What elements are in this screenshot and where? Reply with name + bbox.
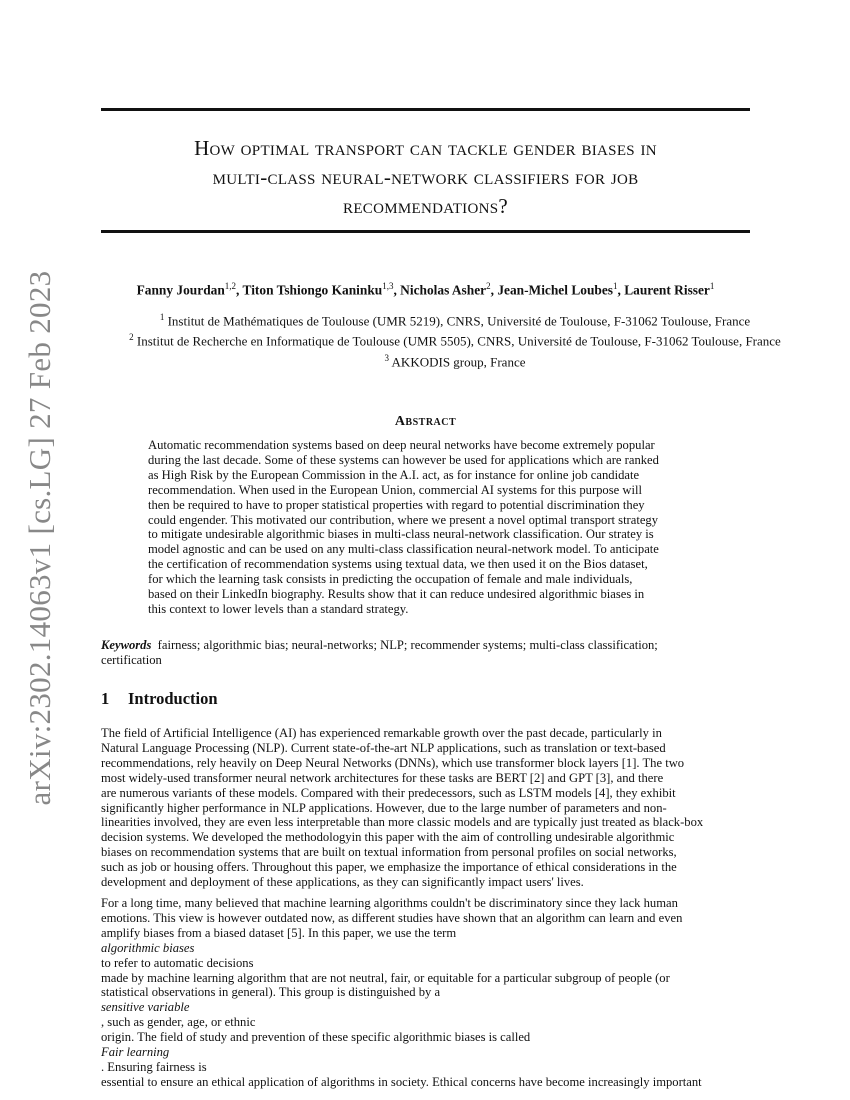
paragraph-line: such as job or housing offers. Throughout this paper, we emphasize the importance of ethical considerations in the bbox=[101, 860, 677, 875]
paragraph-line bbox=[101, 926, 750, 971]
title-line: recommendations? bbox=[343, 194, 508, 218]
paragraph-line: are numerous variants of these models. Compared with their predecessors, such as LSTM models [4], they exhibit bbox=[101, 785, 676, 800]
abstract-line: to mitigate undesirable algorithmic biases in multi-class neural-network classification. Our stratey is bbox=[148, 527, 654, 542]
paragraph-line: decision systems. We developed the methodologyin this paper with the aim of controlling undesirable algorithmic bbox=[101, 830, 675, 845]
affiliation-text: AKKODIS group, France bbox=[391, 353, 526, 369]
paragraph-line: made by machine learning algorithm that are not neutral, fair, or equitable for a particular subgroup of people (or bbox=[101, 970, 670, 985]
abstract-line: could engender. This motivated our contribution, where we present a novel optimal transport strategy bbox=[148, 512, 659, 527]
author-name: Jean-Michel Loubes bbox=[497, 282, 613, 298]
author-affil-mark: 1 bbox=[709, 281, 715, 291]
section-title: Introduction bbox=[128, 689, 218, 708]
section-heading bbox=[101, 689, 218, 709]
paragraph-line: emotions. This view is however outdated now, as different studies have shown that an algorithm can learn and even bbox=[101, 910, 683, 925]
author-name: Nicholas Asher bbox=[400, 282, 487, 298]
text-run: statistical observations in general). This group is distinguished by a bbox=[101, 985, 441, 1000]
title-top-rule bbox=[101, 108, 750, 111]
abstract-line: this context to lower levels than a standard strategy. bbox=[148, 601, 409, 616]
abstract-line: based on their LinkedIn biography. Results show that it can reduce undesired algorithmic biases in bbox=[148, 587, 645, 602]
affiliation bbox=[60, 329, 850, 349]
title-bottom-rule bbox=[101, 230, 750, 233]
abstract-body bbox=[148, 438, 703, 617]
paper-title bbox=[101, 134, 750, 221]
abstract-line: as High Risk by the European Commission in the A.I. act, as for instance for online job candidate bbox=[148, 467, 640, 482]
text-run: . Ensuring fairness is bbox=[101, 1059, 207, 1074]
emphasis-term: sensitive variable bbox=[101, 1000, 190, 1015]
text-run: origin. The field of study and prevention of these specific algorithmic biases is called bbox=[101, 1030, 531, 1045]
affiliation-mark: 2 bbox=[129, 332, 134, 343]
affiliation-mark: 1 bbox=[159, 312, 165, 322]
author-list: Fanny Jourdan$^{1,2}$, Titon Tshiongo Kaninku$^{1,3}$, Nicholas Asher$^2$, Jean-Michel Loubes$^1$, Laurent Risser$^1$ bbox=[136, 281, 715, 298]
abstract-line: recommendation. When used in the European Union, commercial AI systems for this purpose will bbox=[148, 482, 642, 497]
paragraph-line: significantly higher performance in NLP applications. However, due to the large number of parameters and non- bbox=[101, 800, 667, 815]
paragraph bbox=[101, 726, 750, 890]
arxiv-identifier[interactable]: arXiv:2302.14063v1 [cs.LG] 27 Feb 2023 bbox=[22, 270, 57, 806]
emphasis-term: Fair learning bbox=[101, 1045, 170, 1060]
paragraph-line: The field of Artificial Intelligence (AI) has experienced remarkable growth over the past decade, particularly in bbox=[101, 726, 662, 740]
section-number: 1 bbox=[101, 689, 110, 708]
title-line: How optimal transport can tackle gender biases in bbox=[194, 136, 657, 160]
affiliation bbox=[60, 350, 850, 370]
keywords-label: Keywords bbox=[101, 638, 152, 652]
paragraph-line bbox=[101, 1030, 750, 1075]
keywords-line: fairness; algorithmic bias; neural-networks; NLP; recommender systems; multi-class classification; bbox=[157, 638, 658, 652]
paragraph-line: Natural Language Processing (NLP). Current state-of-the-art NLP applications, such as translation or text-based bbox=[101, 740, 666, 755]
author-affil-mark: 1 bbox=[613, 281, 618, 291]
abstract-line: model agnostic and can be used on any multi-class classification neural-network model. To anticipate bbox=[148, 542, 659, 557]
affiliation-list bbox=[60, 309, 850, 370]
paragraph-line: biases on recommendation systems that are built on textual information from personal profiles on social networks, bbox=[101, 845, 677, 860]
paragraph-line: recommendations, rely heavily on Deep Neural Networks (DNNs), which use transformer block layers [1]. The two bbox=[101, 755, 685, 770]
author-affil-mark: 1,3 bbox=[382, 281, 394, 291]
affiliation bbox=[60, 309, 850, 329]
affiliation-text: Institut de Mathématiques de Toulouse (UMR 5219), CNRS, Université de Toulouse, F-31062 Toulouse, France bbox=[167, 313, 751, 329]
paragraph-line: For a long time, many believed that machine learning algorithms couldn't be discriminatory since they lack human bbox=[101, 896, 678, 910]
abstract-heading: Abstract bbox=[394, 414, 457, 429]
affiliation-mark: 3 bbox=[384, 352, 389, 363]
emphasis-term: algorithmic biases bbox=[101, 940, 195, 955]
abstract-line: for which the learning task consists in predicting the occupation of female and male individuals, bbox=[148, 572, 633, 587]
author-name: Fanny Jourdan bbox=[136, 282, 225, 298]
affiliation-text: Institut de Recherche en Informatique de Toulouse (UMR 5505), CNRS, Université de Toulouse, F-31062 Toulouse, France bbox=[136, 333, 781, 349]
paragraph-line bbox=[101, 985, 750, 1030]
author-name: Laurent Risser bbox=[624, 282, 710, 298]
paragraph-line: essential to ensure an ethical application of algorithms in society. Ethical concerns have become increasingly important bbox=[101, 1074, 702, 1089]
paragraph-line: development and deployment of these applications, as they can significantly impact users' lives. bbox=[101, 875, 584, 890]
keywords bbox=[101, 638, 750, 668]
paragraph-line: most widely-used transformer neural network architectures for these tasks are BERT [2] and GPT [3], and there bbox=[101, 770, 664, 785]
text-run: to refer to automatic decisions bbox=[101, 955, 254, 970]
keywords-line: certification bbox=[101, 652, 162, 667]
author-affil-mark: 1,2 bbox=[224, 281, 237, 291]
text-run: , such as gender, age, or ethnic bbox=[101, 1015, 256, 1030]
paragraph bbox=[101, 896, 750, 1090]
author-affil-mark: 2 bbox=[486, 281, 491, 291]
text-run: amplify biases from a biased dataset [5]. In this paper, we use the term bbox=[101, 925, 457, 940]
abstract-line: Automatic recommendation systems based on deep neural networks have become extremely popular bbox=[148, 438, 655, 452]
paragraph-line: linearities involved, they are even less interpretable than more classic models and are typically just treated as black-box bbox=[101, 815, 704, 830]
title-line: multi-class neural-network classifiers for job bbox=[212, 165, 639, 189]
abstract-line: during the last decade. Some of these systems can however be used for applications which are ranked bbox=[148, 452, 659, 467]
author-name: Titon Tshiongo Kaninku bbox=[242, 282, 383, 298]
abstract-line: then be required to have to proper statistical properties with regard to potential discrimination they bbox=[148, 497, 645, 512]
abstract-line: the certification of recommendation systems using textual data, we then used it on the Bios dataset, bbox=[148, 557, 648, 572]
